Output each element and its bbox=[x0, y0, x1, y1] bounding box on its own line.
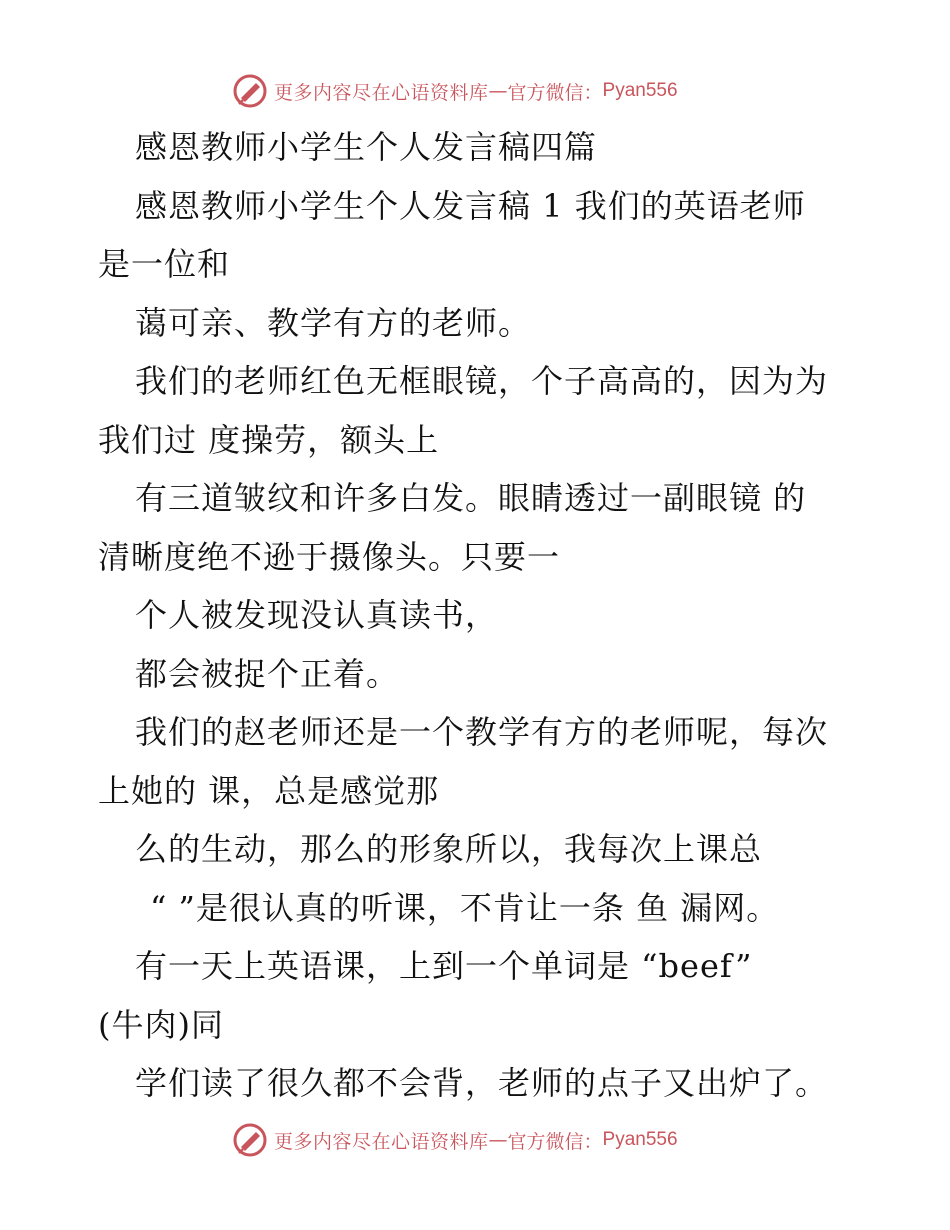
paragraph-line: 有三道皱纹和许多白发。眼睛透过一副眼镜 的 bbox=[135, 479, 807, 517]
paragraph-line: 我们的老师红色无框眼镜，个子高高的，因为为 bbox=[135, 362, 829, 400]
header-site-text: 更多内容尽在心语资料库 bbox=[274, 81, 489, 104]
pen-logo-icon bbox=[232, 1122, 268, 1158]
footer-site-text: 更多内容尽在心语资料库 bbox=[274, 1130, 489, 1153]
paragraph-line: 上她的 课，总是感觉那 bbox=[98, 771, 440, 810]
document-body bbox=[98, 118, 878, 1113]
paragraph-line: 清晰度绝不逊于摄像头。只要一 bbox=[98, 537, 561, 576]
paragraph-line: “ ”是很认真的听课，不肯让一条 鱼 漏网。 bbox=[150, 888, 780, 927]
document-title: 感恩教师小学生个人发言稿四篇 bbox=[135, 128, 598, 166]
footer-wechat-id: Pyan556 bbox=[602, 1129, 678, 1150]
paragraph-line: 学们读了很久都不会背，老师的点子又出炉了。 bbox=[135, 1064, 829, 1102]
header-banner bbox=[232, 71, 678, 111]
header-wechat-label: 官方微信： bbox=[507, 81, 603, 104]
paragraph-line: 我们过 度操劳，额头上 bbox=[98, 420, 440, 459]
paragraph-line: 我们的赵老师还是一个教学有方的老师呢，每次 bbox=[135, 713, 829, 751]
paragraph-line: 是一位和 bbox=[98, 245, 231, 283]
footer-wechat-label: 官方微信： bbox=[507, 1130, 603, 1153]
footer-banner bbox=[232, 1120, 678, 1160]
paragraph-line: 有一天上英语课，上到一个单词是 “beef” bbox=[135, 947, 753, 985]
paragraph-line: 么的生动，那么的形象所以，我每次上课总 bbox=[135, 830, 763, 868]
paragraph-line: (牛肉)同 bbox=[98, 1005, 224, 1044]
footer-separator: — bbox=[488, 1129, 508, 1151]
paragraph-line: 都会被捉个正着。 bbox=[135, 654, 400, 693]
header-separator: — bbox=[488, 80, 508, 102]
pen-logo-icon bbox=[232, 73, 268, 109]
paragraph-line: 蔼可亲、教学有方的老师。 bbox=[135, 303, 532, 342]
paragraph-line: 个人被发现没认真读书， bbox=[135, 596, 499, 634]
header-wechat-id: Pyan556 bbox=[602, 80, 678, 101]
paragraph-line: 感恩教师小学生个人发言稿 1 我们的英语老师 bbox=[135, 186, 806, 225]
